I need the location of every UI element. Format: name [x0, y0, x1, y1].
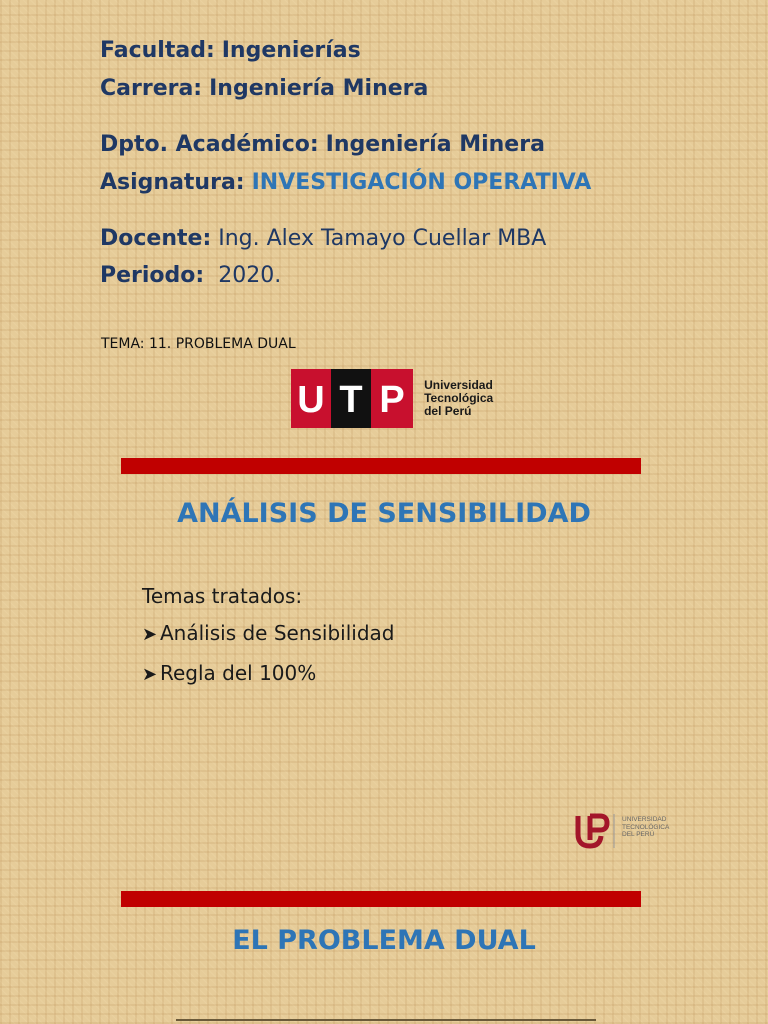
utp-small-logo-line-3: DEL PERÚ — [622, 831, 655, 838]
utp-small-logo-line-2: TECNOLÓGICA — [622, 823, 670, 831]
carrera-label: Carrera: — [100, 76, 203, 101]
utp-small-logo-mark — [574, 810, 618, 852]
utp-small-logo-text — [622, 816, 669, 839]
dpto-label: Dpto. Académico: — [100, 132, 319, 157]
red-divider-top — [121, 458, 641, 474]
asignatura-value: INVESTIGACIÓN OPERATIVA — [251, 170, 592, 195]
utp-small-logo — [574, 810, 670, 856]
docente-value: Ing. Alex Tamayo Cuellar MBA — [218, 226, 547, 251]
dpto-value: Ingeniería Minera — [325, 132, 545, 157]
asignatura-line — [100, 168, 591, 198]
topics-list — [142, 578, 395, 694]
topic-item — [142, 614, 395, 654]
tema-label: TEMA: 11. PROBLEMA DUAL — [101, 336, 296, 352]
utp-letter-t: T — [339, 379, 363, 421]
utp-logo-line-1: Universidad — [424, 378, 493, 392]
section-title-dual: EL PROBLEMA DUAL — [232, 925, 536, 956]
periodo-label: Periodo: — [100, 263, 205, 288]
carrera-line — [100, 74, 428, 104]
topics-heading: Temas tratados: — [142, 584, 303, 608]
bottom-rule — [176, 1019, 596, 1021]
periodo-value: 2020. — [218, 263, 282, 288]
arrow-bullet-icon: ➤ — [142, 664, 158, 685]
utp-letter-u: U — [297, 379, 325, 421]
utp-letter-p: P — [379, 379, 405, 421]
carrera-value: Ingeniería Minera — [209, 76, 429, 101]
utp-logo-text — [424, 379, 493, 418]
utp-logo-line-3: del Perú — [424, 404, 472, 418]
periodo-line — [100, 261, 281, 291]
asignatura-label: Asignatura: — [100, 170, 245, 195]
facultad-label: Facultad: — [100, 38, 215, 63]
utp-logo — [291, 369, 493, 428]
utp-small-logo-line-1: UNIVERSIDAD — [622, 816, 667, 823]
utp-logo-mark — [291, 369, 413, 428]
dpto-line — [100, 130, 545, 160]
arrow-bullet-icon: ➤ — [142, 624, 158, 645]
utp-logo-line-2: Tecnológica — [424, 391, 494, 405]
docente-line — [100, 224, 546, 254]
red-divider-bottom — [121, 891, 641, 907]
topic-text: Regla del 100% — [160, 661, 317, 685]
docente-label: Docente: — [100, 226, 212, 251]
facultad-line — [100, 36, 361, 66]
topic-text: Análisis de Sensibilidad — [160, 621, 395, 645]
section-title-sensibilidad: ANÁLISIS DE SENSIBILIDAD — [177, 498, 591, 529]
facultad-value: Ingenierías — [221, 38, 361, 63]
topic-item — [142, 654, 395, 694]
